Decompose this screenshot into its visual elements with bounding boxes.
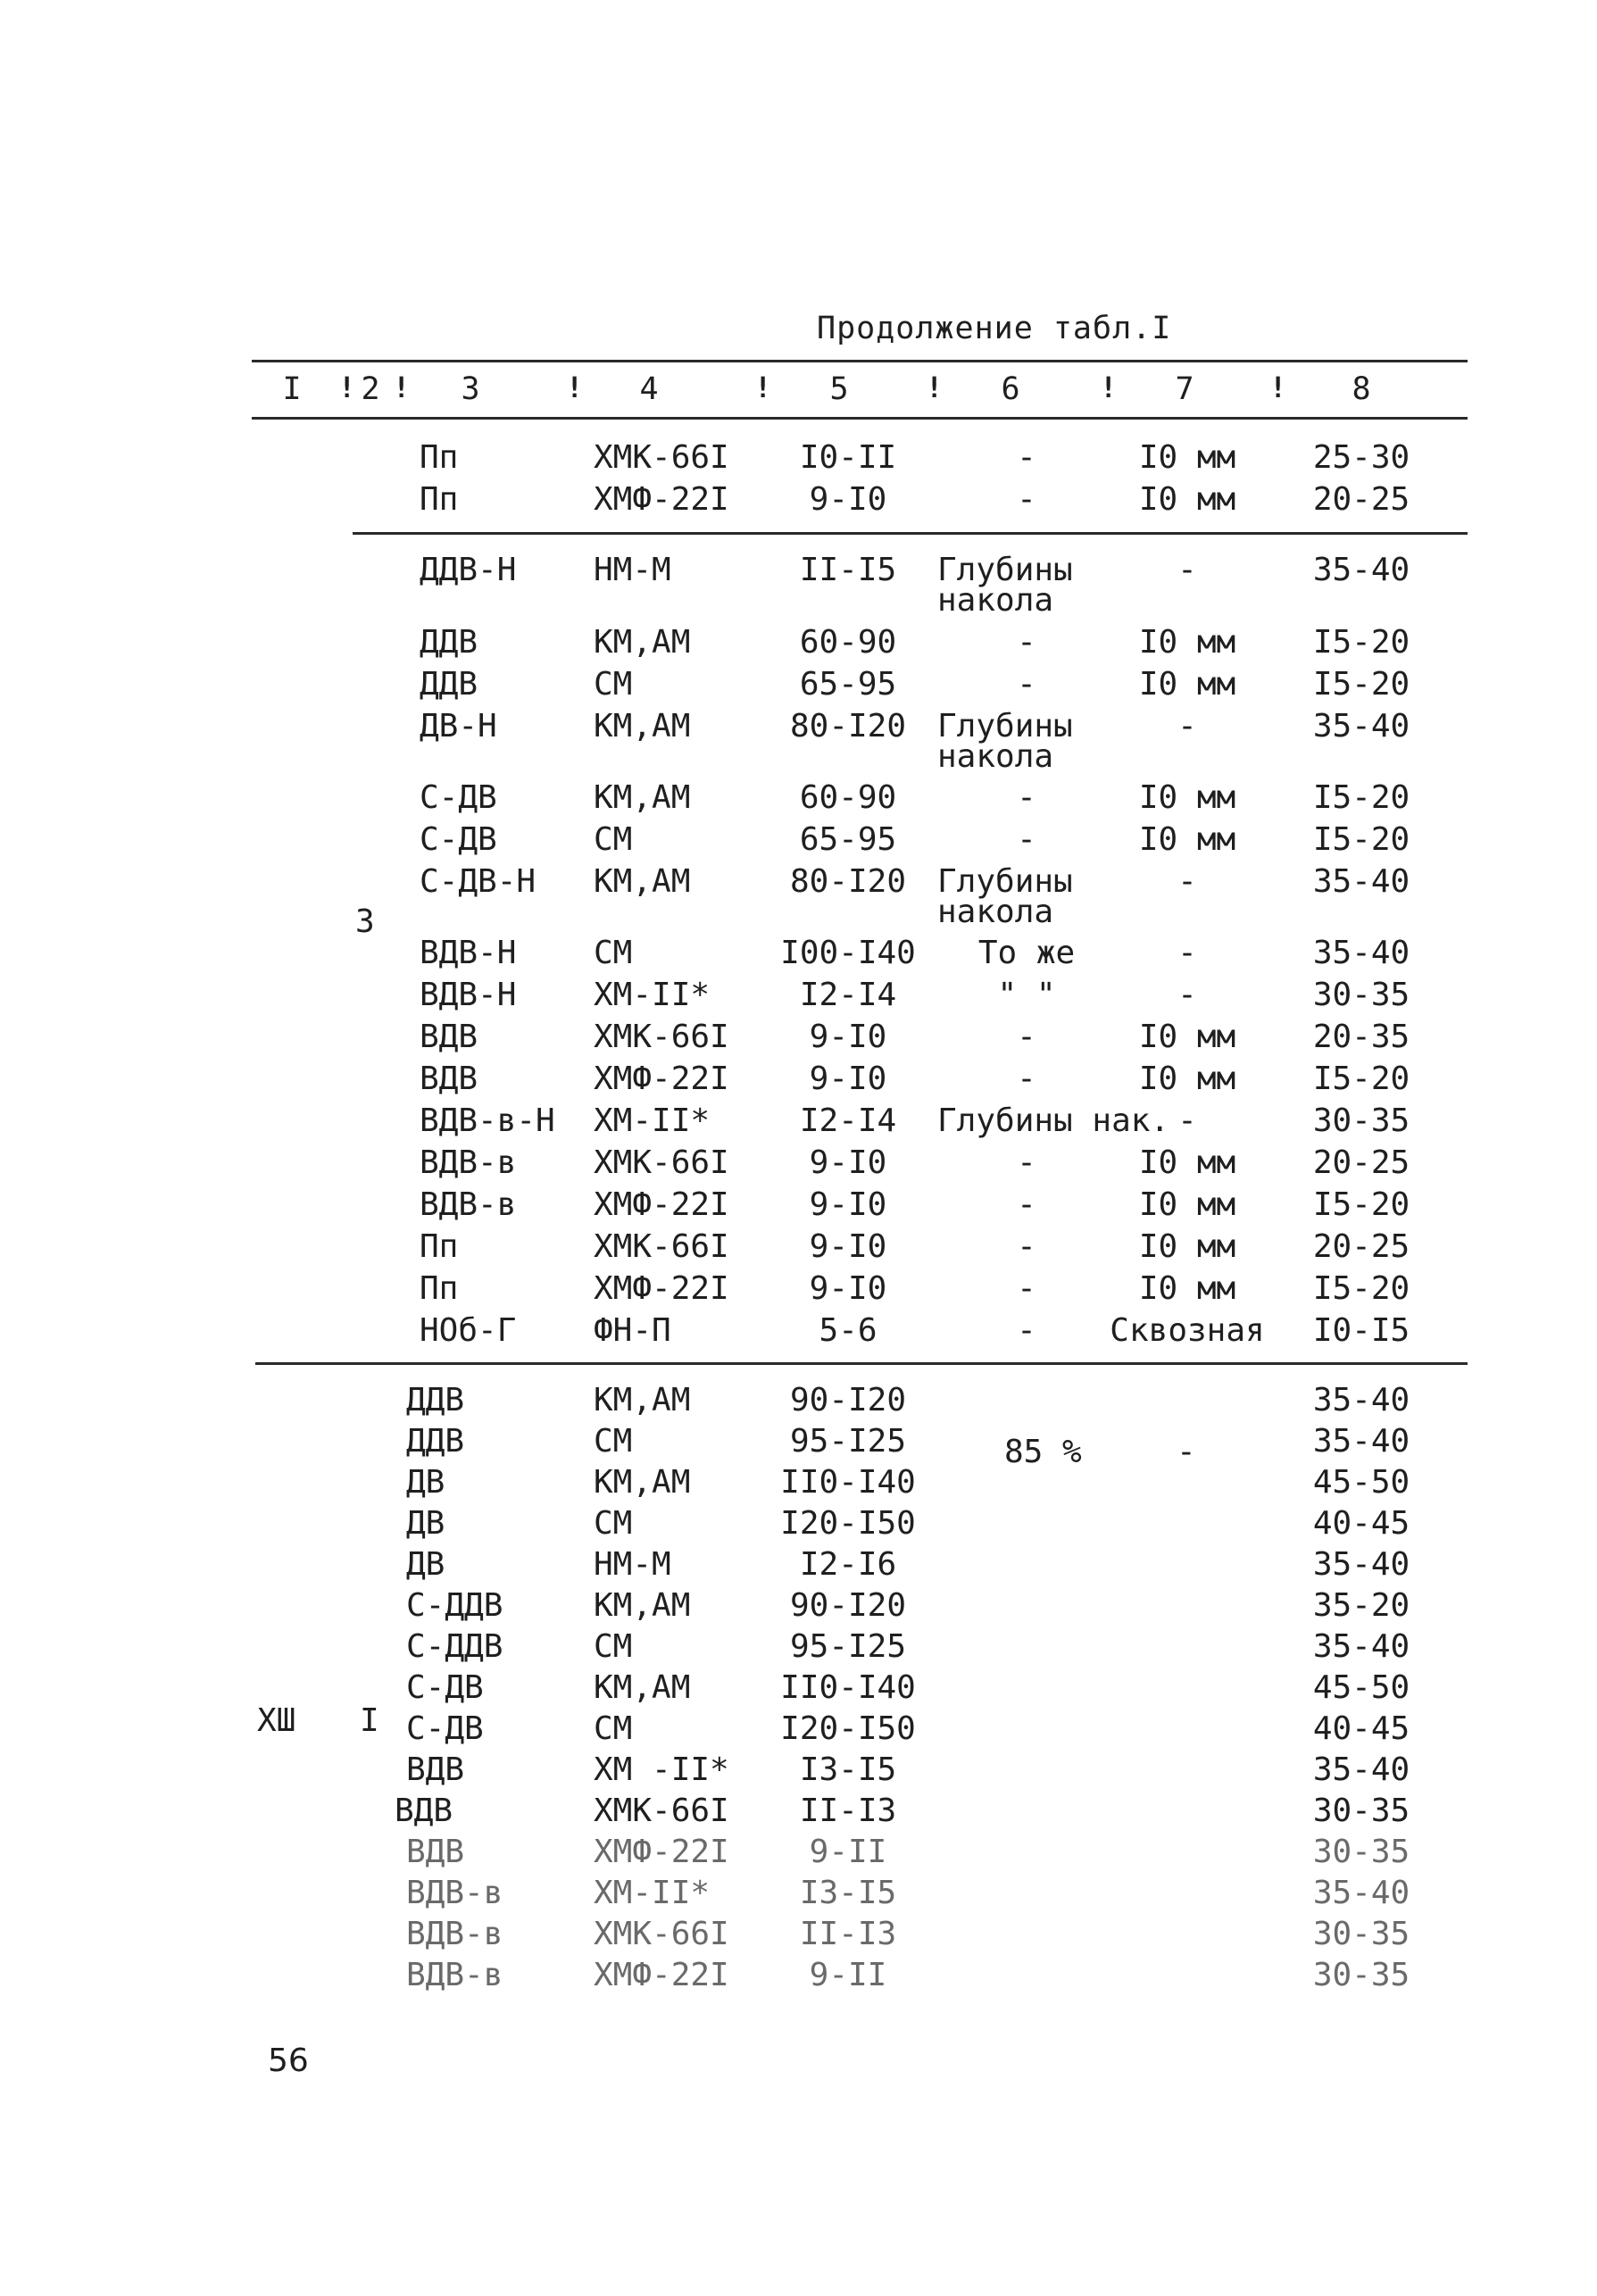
cell-col8: 35-40	[1312, 935, 1410, 971]
cell-col7: I0 мм	[1138, 821, 1236, 858]
table-row	[0, 1873, 1597, 1914]
cell-grade: С-ДВ	[406, 1710, 484, 1747]
cell-material: СМ	[594, 1423, 633, 1460]
cell-col6: -	[1017, 779, 1036, 816]
cell-col6: -	[1017, 624, 1036, 661]
cell-material: ХМК-66I	[594, 1019, 729, 1055]
header-col-2: 2	[361, 371, 380, 407]
page-number: 56	[268, 2042, 309, 2079]
cell-material: СМ	[594, 821, 633, 858]
cell-col7: I0 мм	[1138, 481, 1236, 518]
cell-col8: 30-35	[1312, 1793, 1410, 1829]
cell-material: СМ	[594, 666, 633, 703]
cell-col8: I5-20	[1312, 1270, 1410, 1307]
cell-col5: 60-90	[799, 624, 897, 661]
cell-grade: С-ДВ	[406, 1669, 484, 1706]
cell-col5: I3-I5	[799, 1751, 897, 1788]
cell-col7: I0 мм	[1138, 1061, 1236, 1097]
cell-material: КМ,АМ	[594, 1382, 691, 1418]
table-row	[0, 933, 1597, 974]
header-col-1: I	[282, 371, 302, 407]
table-row	[0, 1791, 1597, 1832]
header-separator: !	[393, 370, 411, 404]
section-2-rule	[255, 1362, 1468, 1365]
table-row	[0, 1914, 1597, 1955]
cell-grade: ВДВ	[420, 1019, 478, 1055]
table-header	[252, 366, 1468, 412]
cell-grade: ВДВ	[406, 1834, 465, 1870]
cell-col5: 90-I20	[789, 1587, 907, 1624]
table-row	[0, 1462, 1597, 1503]
cell-col5: I2-I4	[799, 977, 897, 1013]
cell-col5: I0-II	[799, 439, 897, 476]
cell-grade: Пп	[420, 1228, 459, 1265]
cell-grade: ДВ	[406, 1505, 445, 1542]
cell-col6: Глубины накола	[937, 863, 1073, 930]
table-row	[0, 1709, 1597, 1750]
cell-material: НМ-М	[594, 1546, 671, 1583]
cell-col7: -	[1177, 863, 1197, 900]
table-row	[0, 1585, 1597, 1626]
cell-grade: ДДВ	[420, 624, 478, 661]
cell-col8: 35-40	[1312, 1546, 1410, 1583]
cell-grade: ВДВ-в	[406, 1875, 503, 1911]
table-caption: Продолжение табл.I	[817, 311, 1172, 346]
section-3-col2: I	[360, 1702, 379, 1739]
cell-col6: -	[1017, 1061, 1036, 1097]
cell-col8: 25-30	[1312, 439, 1410, 476]
section-3-col1: ХШ	[257, 1702, 296, 1739]
cell-col5: 90-I20	[789, 1382, 907, 1418]
header-col-7: 7	[1175, 371, 1194, 407]
header-col-4: 4	[639, 371, 659, 407]
cell-grade: ДВ	[406, 1546, 445, 1583]
table-row	[0, 819, 1597, 861]
cell-col5: I20-I50	[780, 1505, 916, 1542]
cell-col5: 9-II	[809, 1957, 887, 1993]
cell-col6: -	[1017, 1186, 1036, 1223]
cell-grade: С-ДВ	[420, 779, 497, 816]
cell-col8: 20-35	[1312, 1019, 1410, 1055]
table-row	[0, 1227, 1597, 1268]
cell-col8: 35-40	[1312, 1628, 1410, 1665]
cell-material: КМ,АМ	[594, 1669, 691, 1706]
table-row	[0, 664, 1597, 705]
section-3-col7: -	[1177, 1434, 1196, 1470]
cell-col5: 65-95	[799, 666, 897, 703]
cell-material: ХМФ-22I	[594, 1957, 729, 1993]
header-separator: !	[754, 370, 772, 404]
cell-col5: 9-I0	[809, 1144, 887, 1181]
header-separator: !	[1100, 370, 1118, 404]
cell-col5: I2-I4	[799, 1102, 897, 1139]
table-row	[0, 1059, 1597, 1100]
table-row	[0, 1017, 1597, 1058]
cell-col8: I5-20	[1312, 1061, 1410, 1097]
cell-col5: 9-I0	[809, 1270, 887, 1307]
cell-grade: ДВ-Н	[420, 708, 497, 745]
cell-grade: ВДВ-Н	[420, 935, 517, 971]
cell-material: НМ-М	[594, 552, 671, 588]
cell-material: ХМК-66I	[594, 1793, 729, 1829]
cell-col7: I0 мм	[1138, 666, 1236, 703]
cell-material: КМ,АМ	[594, 779, 691, 816]
cell-col8: I5-20	[1312, 624, 1410, 661]
cell-grade: ВДВ-Н	[420, 977, 517, 1013]
cell-col7: I0 мм	[1138, 779, 1236, 816]
cell-material: ХМ-II*	[594, 1875, 711, 1911]
cell-col7: -	[1177, 552, 1197, 588]
cell-col8: I5-20	[1312, 821, 1410, 858]
header-col-8: 8	[1352, 371, 1371, 407]
table-row	[0, 1503, 1597, 1544]
cell-col6: -	[1017, 481, 1036, 518]
cell-grade: Пп	[420, 439, 459, 476]
cell-col6: -	[1017, 1312, 1036, 1349]
cell-col8: 35-40	[1312, 552, 1410, 588]
header-separator: !	[566, 370, 584, 404]
cell-material: СМ	[594, 1710, 633, 1747]
table-row	[0, 1955, 1597, 1996]
cell-col8: 30-35	[1312, 977, 1410, 1013]
cell-material: ХМ-II*	[594, 1102, 711, 1139]
section-3-col6: 85 %	[1004, 1434, 1082, 1470]
cell-grade: Пп	[420, 481, 459, 518]
cell-col6: Глубины накола	[937, 552, 1073, 619]
cell-col7: Сквозная	[1110, 1312, 1265, 1349]
cell-col5: 9-I0	[809, 1228, 887, 1265]
header-bottom-rule	[252, 417, 1468, 420]
cell-col6: -	[1017, 1270, 1036, 1307]
cell-col6: То же	[977, 935, 1076, 971]
section-1-rule	[353, 532, 1468, 535]
table-row	[0, 1380, 1597, 1421]
cell-material: КМ,АМ	[594, 863, 691, 900]
cell-col5: 60-90	[799, 779, 897, 816]
header-separator: !	[1269, 370, 1287, 404]
cell-grade: ДДВ	[406, 1382, 465, 1418]
cell-col5: I3-I5	[799, 1875, 897, 1911]
cell-col5: II0-I40	[780, 1669, 916, 1706]
cell-material: СМ	[594, 1505, 633, 1542]
table-row	[0, 1421, 1597, 1462]
cell-col5: 95-I25	[789, 1423, 907, 1460]
table-row	[0, 1269, 1597, 1310]
cell-material: СМ	[594, 935, 633, 971]
cell-col6: -	[1017, 666, 1036, 703]
cell-grade: ДДВ	[406, 1423, 465, 1460]
table-row	[0, 1626, 1597, 1668]
cell-grade: ВДВ-в	[406, 1957, 503, 1993]
cell-col7: I0 мм	[1138, 1144, 1236, 1181]
table-row	[0, 975, 1597, 1016]
table-row	[0, 1668, 1597, 1709]
cell-col8: 20-25	[1312, 1144, 1410, 1181]
cell-col8: 20-25	[1312, 1228, 1410, 1265]
cell-col6: Глубины накола	[937, 708, 1073, 775]
cell-material: КМ,АМ	[594, 708, 691, 745]
cell-grade: ВДВ	[420, 1061, 478, 1097]
cell-col5: 80-I20	[789, 708, 907, 745]
cell-col5: I00-I40	[780, 935, 916, 971]
cell-material: КМ,АМ	[594, 624, 691, 661]
cell-col8: 35-40	[1312, 1751, 1410, 1788]
cell-grade: С-ДДВ	[406, 1628, 503, 1665]
cell-col8: 20-25	[1312, 481, 1410, 518]
cell-col8: 35-20	[1312, 1587, 1410, 1624]
cell-col5: 9-I0	[809, 1019, 887, 1055]
cell-grade: С-ДВ-Н	[420, 863, 536, 900]
cell-col5: 95-I25	[789, 1628, 907, 1665]
cell-col5: II-I3	[799, 1793, 897, 1829]
cell-col5: II-I5	[799, 552, 897, 588]
cell-col5: 9-II	[809, 1834, 887, 1870]
table-row	[0, 1544, 1597, 1585]
cell-col6: -	[1017, 1144, 1036, 1181]
table-row	[0, 1832, 1597, 1873]
cell-col8: 30-35	[1312, 1834, 1410, 1870]
cell-grade: ВДВ	[395, 1793, 453, 1829]
table-row	[0, 622, 1597, 663]
cell-grade: ВДВ-в	[420, 1144, 517, 1181]
cell-material: ХМФ-22I	[594, 1061, 729, 1097]
cell-col5: 9-I0	[809, 1061, 887, 1097]
cell-col6: -	[1017, 1019, 1036, 1055]
cell-grade: С-ДВ	[420, 821, 497, 858]
cell-material: ХМФ-22I	[594, 1186, 729, 1223]
cell-material: СМ	[594, 1628, 633, 1665]
header-col-3: 3	[461, 371, 480, 407]
table-row	[0, 861, 1597, 930]
cell-material: ХМК-66I	[594, 1228, 729, 1265]
cell-grade: НОб-Г	[420, 1312, 517, 1349]
cell-material: КМ,АМ	[594, 1464, 691, 1501]
cell-grade: ВДВ-в-Н	[420, 1102, 555, 1139]
cell-col5: 9-I0	[809, 481, 887, 518]
header-separator: !	[338, 370, 356, 404]
cell-material: ХМФ-22I	[594, 481, 729, 518]
cell-col6: Глубины нак.	[937, 1102, 1170, 1139]
cell-grade: ВДВ	[406, 1751, 465, 1788]
cell-col7: -	[1177, 708, 1197, 745]
cell-grade: ДДВ-Н	[420, 552, 517, 588]
cell-col8: 45-50	[1312, 1464, 1410, 1501]
header-col-5: 5	[829, 371, 849, 407]
cell-col8: 40-45	[1312, 1710, 1410, 1747]
cell-col5: II-I3	[799, 1916, 897, 1952]
cell-grade: ДВ	[406, 1464, 445, 1501]
cell-material: ХМК-66I	[594, 1916, 729, 1952]
cell-col7: I0 мм	[1138, 439, 1236, 476]
cell-col5: I2-I6	[799, 1546, 897, 1583]
cell-col8: I5-20	[1312, 779, 1410, 816]
cell-material: ХМ-II*	[594, 977, 711, 1013]
table-row	[0, 437, 1597, 478]
cell-col8: 35-40	[1312, 708, 1410, 745]
cell-col7: -	[1177, 977, 1197, 1013]
table-row	[0, 550, 1597, 619]
cell-col6: -	[1017, 439, 1036, 476]
table-row	[0, 479, 1597, 520]
header-separator: !	[926, 370, 944, 404]
cell-col8: 35-40	[1312, 1875, 1410, 1911]
cell-material: ХМК-66I	[594, 1144, 729, 1181]
table-row	[0, 1143, 1597, 1184]
cell-col7: I0 мм	[1138, 624, 1236, 661]
cell-col5: II0-I40	[780, 1464, 916, 1501]
cell-col8: 35-40	[1312, 1382, 1410, 1418]
cell-col5: 65-95	[799, 821, 897, 858]
cell-grade: ВДВ-в	[406, 1916, 503, 1952]
cell-col7: -	[1177, 1102, 1197, 1139]
cell-col5: 9-I0	[809, 1186, 887, 1223]
cell-col8: 35-40	[1312, 863, 1410, 900]
table-row	[0, 1101, 1597, 1142]
cell-col6: -	[1017, 1228, 1036, 1265]
cell-grade: Пп	[420, 1270, 459, 1307]
cell-col7: I0 мм	[1138, 1019, 1236, 1055]
cell-material: ХМФ-22I	[594, 1834, 729, 1870]
cell-col7: -	[1177, 935, 1197, 971]
cell-col8: 45-50	[1312, 1669, 1410, 1706]
table-row	[0, 1185, 1597, 1226]
cell-material: КМ,АМ	[594, 1587, 691, 1624]
table-row	[0, 706, 1597, 775]
table-row	[0, 1750, 1597, 1791]
cell-col6: -	[1017, 821, 1036, 858]
cell-col8: I5-20	[1312, 666, 1410, 703]
cell-col7: I0 мм	[1138, 1186, 1236, 1223]
cell-grade: ВДВ-в	[420, 1186, 517, 1223]
cell-col8: I5-20	[1312, 1186, 1410, 1223]
cell-material: ФН-П	[594, 1312, 671, 1349]
table-top-rule	[252, 360, 1468, 362]
header-col-6: 6	[1001, 371, 1020, 407]
cell-col8: 30-35	[1312, 1957, 1410, 1993]
cell-material: ХМФ-22I	[594, 1270, 729, 1307]
cell-col6: " "	[997, 977, 1056, 1013]
cell-material: ХМ -II*	[594, 1751, 729, 1788]
cell-col8: 30-35	[1312, 1102, 1410, 1139]
cell-col8: I0-I5	[1312, 1312, 1410, 1349]
cell-col8: 40-45	[1312, 1505, 1410, 1542]
cell-col8: 35-40	[1312, 1423, 1410, 1460]
cell-col5: 80-I20	[789, 863, 907, 900]
cell-col8: 30-35	[1312, 1916, 1410, 1952]
table-row	[0, 1310, 1597, 1352]
cell-grade: ДДВ	[420, 666, 478, 703]
cell-material: ХМК-66I	[594, 439, 729, 476]
cell-grade: С-ДДВ	[406, 1587, 503, 1624]
cell-col5: I20-I50	[780, 1710, 916, 1747]
cell-col7: I0 мм	[1138, 1228, 1236, 1265]
table-row	[0, 778, 1597, 819]
section-2-col2: 3	[355, 903, 375, 940]
cell-col5: 5-6	[819, 1312, 878, 1349]
cell-col7: I0 мм	[1138, 1270, 1236, 1307]
